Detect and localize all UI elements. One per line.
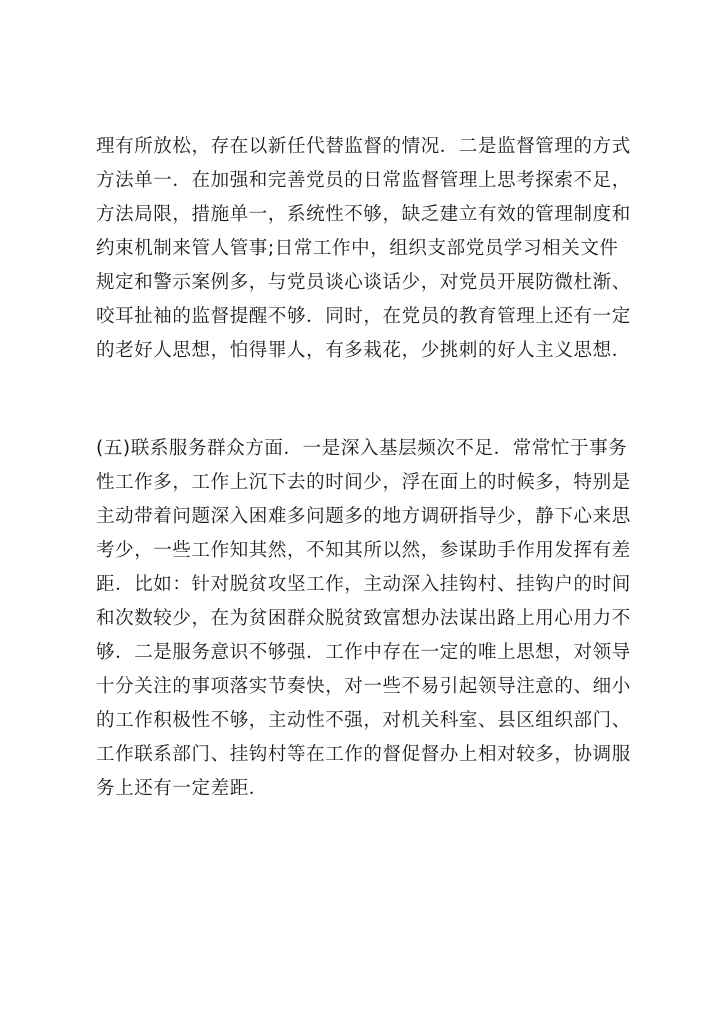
text-line: 够．二是服务意识不够强．工作中存在一定的唯上思想，对领导 — [96, 642, 631, 663]
paragraph-serving-the-masses — [96, 432, 656, 806]
text-line: 性工作多，工作上沉下去的时间少，浮在面上的时候多，特别是 — [96, 472, 631, 493]
paragraph-supervision — [96, 130, 656, 368]
text-line: 咬耳扯袖的监督提醒不够．同时，在党员的教育管理上还有一定 — [96, 306, 631, 327]
text-line: 规定和警示案例多，与党员谈心谈话少，对党员开展防微杜渐、 — [96, 272, 631, 293]
text-line: 方法单一．在加强和完善党员的日常监督管理上思考探索不足， — [96, 170, 631, 191]
text-line: 距．比如：针对脱贫攻坚工作，主动深入挂钩村、挂钩户的时间 — [96, 574, 631, 595]
text-line: 和次数较少，在为贫困群众脱贫致富想办法谋出路上用心用力不 — [96, 608, 631, 629]
text-line: 的老好人思想，怕得罪人，有多栽花，少挑刺的好人主义思想． — [96, 340, 631, 361]
text-line: (五)联系服务群众方面．一是深入基层频次不足．常常忙于事务 — [96, 438, 628, 459]
text-line: 的工作积极性不够，主动性不强，对机关科室、县区组织部门、 — [96, 710, 631, 731]
text-line: 方法局限，措施单一，系统性不够，缺乏建立有效的管理制度和 — [96, 204, 631, 225]
text-line: 考少，一些工作知其然，不知其所以然，参谋助手作用发挥有差 — [96, 540, 631, 561]
text-line: 工作联系部门、挂钩村等在工作的督促督办上相对较多，协调服 — [96, 744, 631, 765]
text-line: 十分关注的事项落实节奏快，对一些不易引起领导注意的、细小 — [96, 676, 631, 697]
text-line: 主动带着问题深入困难多问题多的地方调研指导少，静下心来思 — [96, 506, 631, 527]
text-line: 理有所放松，存在以新任代替监督的情况．二是监督管理的方式 — [96, 136, 631, 157]
text-line: 约束机制来管人管事;日常工作中，组织支部党员学习相关文件 — [96, 238, 619, 259]
text-line: 务上还有一定差距． — [96, 778, 268, 799]
